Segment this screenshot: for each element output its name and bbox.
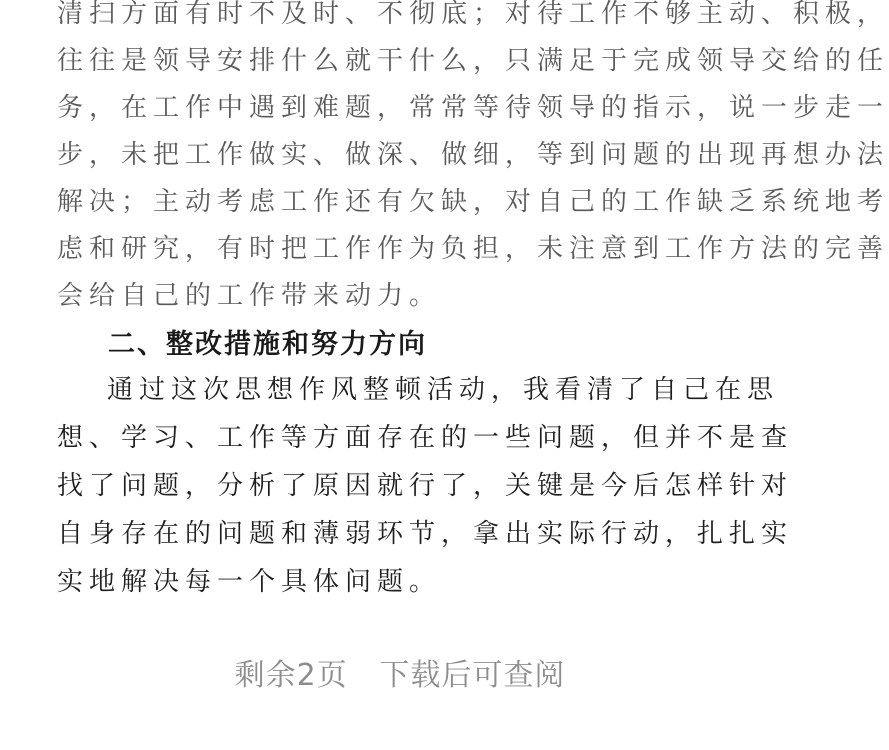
section-heading: 二、整改措施和努力方向 (108, 329, 427, 360)
text-line: 往往是领导安排什么就干什么，只满足于完成领导交给的任 (57, 46, 889, 76)
text-line: 解决；主动考虑工作还有欠缺，对自己的工作缺乏系统地考 (57, 187, 889, 217)
text-line: 实地解决每一个具体问题。 (57, 567, 442, 597)
paragraph-continuation (57, 0, 889, 323)
text-line: 通过这次思想作风整顿活动，我看清了自己在思 (107, 375, 780, 405)
text-line: 会给自己的工作带来动力。 (57, 281, 442, 311)
text-line: 自身存在的问题和薄弱环节，拿出实际行动，扎扎实 (57, 519, 794, 549)
text-line: 想、学习、工作等方面存在的一些问题，但并不是查 (57, 423, 794, 453)
text-line: 虑和研究，有时把工作作为负担，未注意到工作方法的完善 (57, 234, 889, 264)
remaining-pages-notice[interactable]: 剩余2页 下载后可查阅 (234, 658, 566, 693)
paragraph-measures (57, 370, 794, 610)
text-line: 清扫方面有时不及时、不彻底；对待工作不够主动、积极， (57, 0, 889, 29)
text-line: 务，在工作中遇到难题，常常等待领导的指示，说一步走一 (57, 93, 889, 123)
text-line: 找了问题，分析了原因就行了，关键是今后怎样针对 (57, 471, 794, 501)
text-line: 步，未把工作做实、做深、做细，等到问题的出现再想办法 (57, 140, 889, 170)
